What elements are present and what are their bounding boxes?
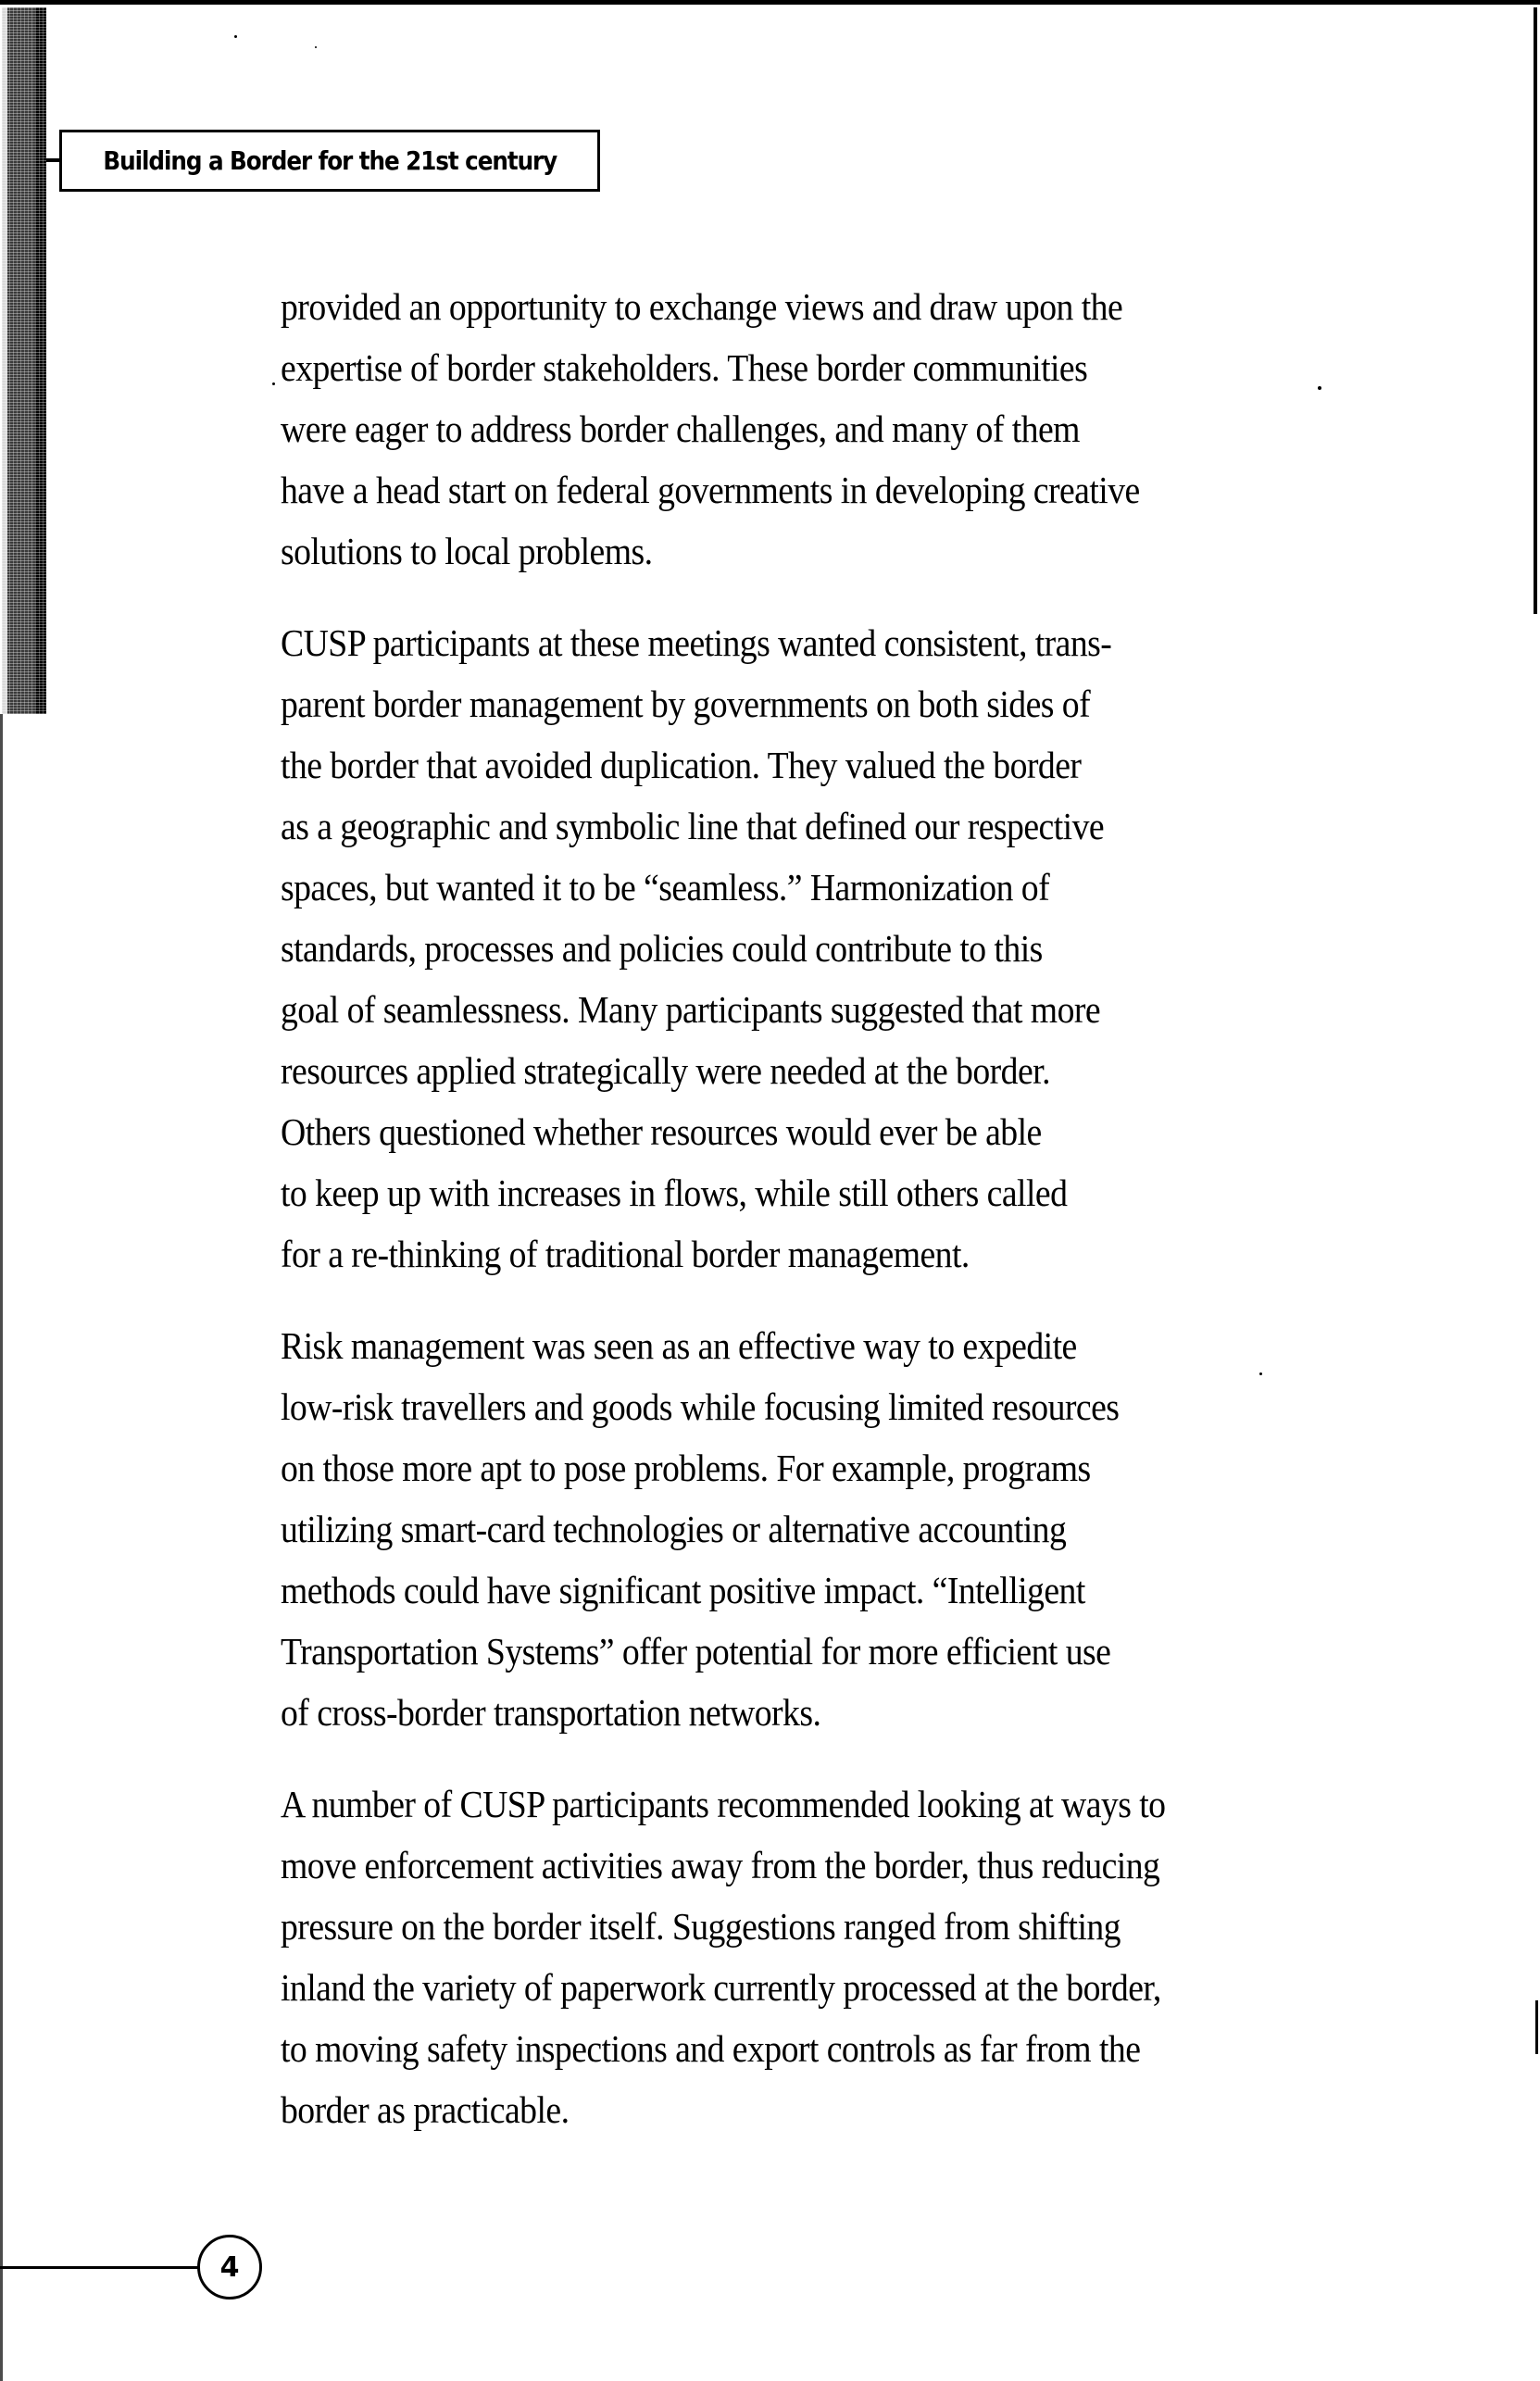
text-line: A number of CUSP participants recommended looking at ways to <box>281 1783 1166 1825</box>
body-text <box>281 276 1373 2171</box>
text-line: low-risk travellers and goods while focusing limited resources <box>281 1385 1120 1428</box>
text-line: standards, processes and policies could contribute to this <box>281 927 1043 970</box>
text-line: the border that avoided duplication. They valued the border <box>281 744 1082 786</box>
text-line: were eager to address border challenges, and many of them <box>281 407 1080 450</box>
scan-speck <box>1318 386 1321 390</box>
text-line: resources applied strategically were needed at the border. <box>281 1049 1050 1092</box>
text-line: to moving safety inspections and export controls as far from the <box>281 2027 1141 2070</box>
text-line: methods could have significant positive impact. “Intelligent <box>281 1569 1085 1611</box>
text-line: parent border management by governments on both sides of <box>281 683 1091 725</box>
right-scan-edge <box>1534 7 1537 614</box>
scan-speck <box>315 46 317 48</box>
text-line: pressure on the border itself. Suggestions ranged from shifting <box>281 1905 1121 1948</box>
text-line: Transportation Systems” offer potential for more efficient use <box>281 1630 1111 1673</box>
text-line: provided an opportunity to exchange views and draw upon the <box>281 285 1123 328</box>
text-line: utilizing smart-card technologies or alternative accounting <box>281 1508 1067 1550</box>
left-decorative-strip <box>2 7 46 714</box>
page-number-badge <box>197 2235 262 2300</box>
scan-speck <box>272 382 275 385</box>
text-line: CUSP participants at these meetings wanted consistent, trans- <box>281 621 1112 664</box>
running-header <box>59 130 600 192</box>
left-scan-edge <box>0 714 3 2381</box>
text-line: spaces, but wanted it to be “seamless.” Harmonization of <box>281 866 1050 909</box>
page-number: 4 <box>219 2250 240 2284</box>
text-line: move enforcement activities away from the border, thus reducing <box>281 1844 1160 1886</box>
paragraph <box>281 612 1373 1284</box>
text-line: as a geographic and symbolic line that defined our respective <box>281 805 1105 847</box>
text-line: expertise of border stakeholders. These border communities <box>281 346 1088 389</box>
text-line: Risk management was seen as an effective way to expedite <box>281 1324 1077 1367</box>
text-line: for a re-thinking of traditional border management. <box>281 1233 970 1275</box>
text-line: of cross-border transportation networks. <box>281 1691 821 1734</box>
paragraph <box>281 1773 1373 2140</box>
text-line: border as practicable. <box>281 2088 570 2131</box>
text-line: Others questioned whether resources would ever be able <box>281 1110 1042 1153</box>
top-scan-edge-rule <box>0 0 1540 5</box>
text-line: goal of seamlessness. Many participants suggested that more <box>281 988 1101 1031</box>
running-header-title: Building a Border for the 21st century <box>103 145 557 176</box>
text-line: have a head start on federal governments in developing creative <box>281 469 1140 511</box>
text-line: solutions to local problems. <box>281 530 653 572</box>
paragraph <box>281 1315 1373 1743</box>
footer-rule <box>0 2266 199 2269</box>
text-line: inland the variety of paperwork currently processed at the border, <box>281 1966 1161 2009</box>
scan-speck <box>234 35 237 38</box>
scan-speck <box>1259 1372 1262 1375</box>
right-scan-mark <box>1535 2000 1538 2054</box>
text-line: to keep up with increases in flows, while still others called <box>281 1172 1068 1214</box>
text-line: on those more apt to pose problems. For example, programs <box>281 1447 1091 1489</box>
paragraph <box>281 276 1373 582</box>
